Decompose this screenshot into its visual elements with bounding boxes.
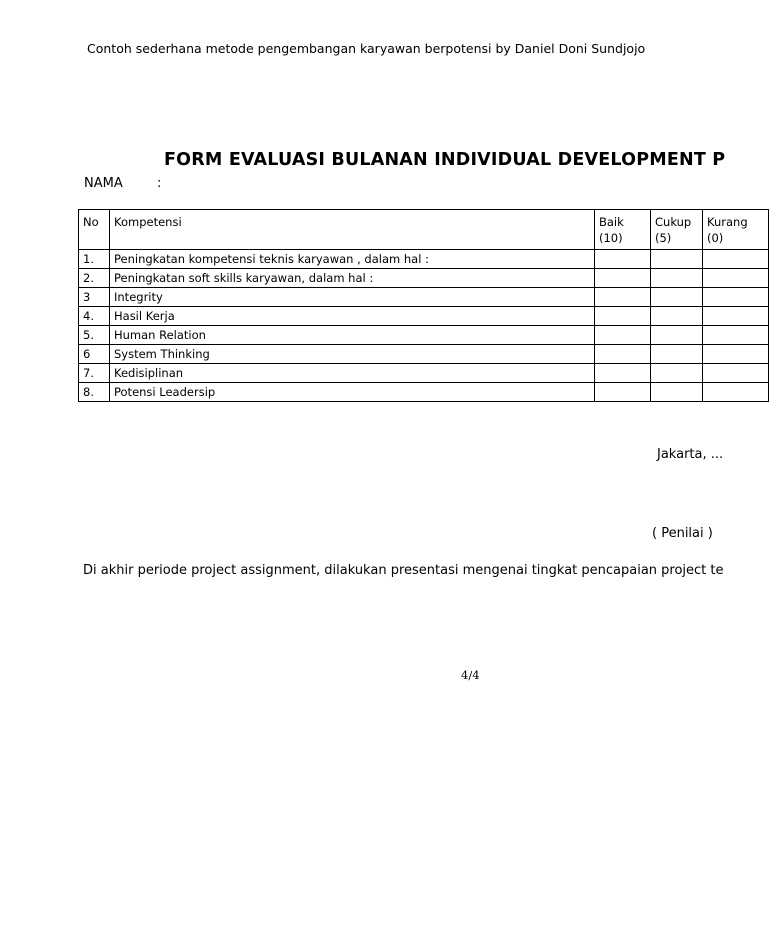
jakarta-date: Jakarta, ... — [657, 447, 724, 462]
cell-cukup[interactable] — [651, 288, 703, 307]
row-no: 3 — [79, 288, 110, 307]
table-header-row — [79, 210, 769, 250]
row-kompetensi: System Thinking — [110, 345, 595, 364]
row-no: 6 — [79, 345, 110, 364]
cell-cukup[interactable] — [651, 345, 703, 364]
cell-baik[interactable] — [595, 345, 651, 364]
nama-label: NAMA — [84, 176, 123, 191]
cell-baik[interactable] — [595, 250, 651, 269]
table-row — [79, 326, 769, 345]
row-kompetensi: Kedisiplinan — [110, 364, 595, 383]
row-no: 2. — [79, 269, 110, 288]
cell-cukup[interactable] — [651, 307, 703, 326]
row-no: 7. — [79, 364, 110, 383]
cell-cukup[interactable] — [651, 250, 703, 269]
row-kompetensi: Human Relation — [110, 326, 595, 345]
form-title: FORM EVALUASI BULANAN INDIVIDUAL DEVELOPMENT P — [164, 150, 726, 170]
cell-baik[interactable] — [595, 288, 651, 307]
table-row — [79, 269, 769, 288]
cell-kurang[interactable] — [703, 326, 769, 345]
row-kompetensi: Peningkatan soft skills karyawan, dalam hal : — [110, 269, 595, 288]
row-no: 5. — [79, 326, 110, 345]
closing-paragraph: Di akhir periode project assignment, dilakukan presentasi mengenai tingkat pencapaian project te — [83, 563, 724, 578]
header-cukup: Cukup (5) — [651, 210, 703, 250]
header-kurang: Kurang (0) — [703, 210, 769, 250]
row-no: 8. — [79, 383, 110, 402]
table-row — [79, 250, 769, 269]
table-row — [79, 364, 769, 383]
cell-baik[interactable] — [595, 383, 651, 402]
row-kompetensi: Peningkatan kompetensi teknis karyawan , dalam hal : — [110, 250, 595, 269]
table-row — [79, 383, 769, 402]
evaluation-table — [78, 209, 769, 402]
row-no: 1. — [79, 250, 110, 269]
cell-kurang[interactable] — [703, 269, 769, 288]
header-no: No — [79, 210, 110, 250]
cell-kurang[interactable] — [703, 250, 769, 269]
penilai-signature: ( Penilai ) — [652, 526, 713, 541]
cell-baik[interactable] — [595, 269, 651, 288]
header-note: Contoh sederhana metode pengembangan karyawan berpotensi by Daniel Doni Sundjojo — [87, 41, 646, 56]
row-kompetensi: Potensi Leadersip — [110, 383, 595, 402]
cell-kurang[interactable] — [703, 307, 769, 326]
cell-kurang[interactable] — [703, 345, 769, 364]
cell-baik[interactable] — [595, 326, 651, 345]
nama-colon: : — [157, 176, 162, 191]
page-number: 4/4 — [461, 668, 480, 682]
row-no: 4. — [79, 307, 110, 326]
header-kompetensi: Kompetensi — [110, 210, 595, 250]
row-kompetensi: Hasil Kerja — [110, 307, 595, 326]
cell-cukup[interactable] — [651, 383, 703, 402]
table-row — [79, 345, 769, 364]
cell-kurang[interactable] — [703, 383, 769, 402]
table-row — [79, 307, 769, 326]
cell-kurang[interactable] — [703, 364, 769, 383]
cell-kurang[interactable] — [703, 288, 769, 307]
cell-cukup[interactable] — [651, 364, 703, 383]
cell-cukup[interactable] — [651, 326, 703, 345]
table-row — [79, 288, 769, 307]
row-kompetensi: Integrity — [110, 288, 595, 307]
cell-baik[interactable] — [595, 364, 651, 383]
cell-cukup[interactable] — [651, 269, 703, 288]
cell-baik[interactable] — [595, 307, 651, 326]
header-baik: Baik (10) — [595, 210, 651, 250]
